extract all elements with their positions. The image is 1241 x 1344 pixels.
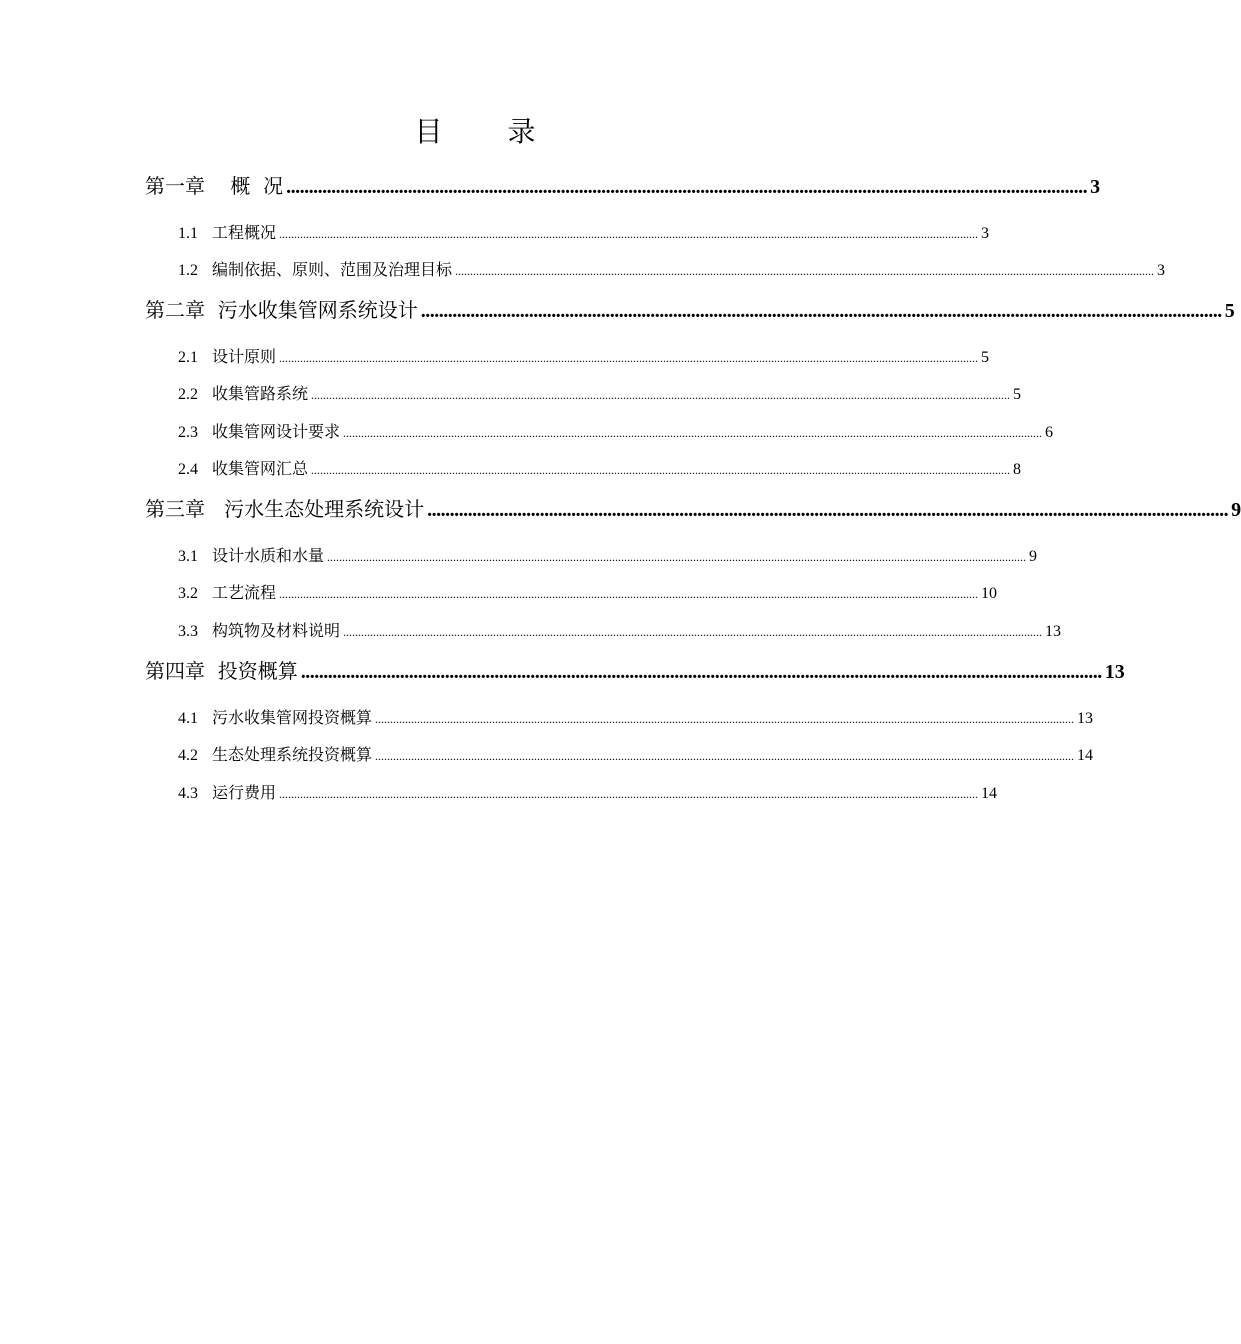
toc-entry-chapter[interactable]	[145, 656, 1125, 686]
toc-entry-text: 第二章 污水收集管网系统设计	[145, 298, 418, 322]
toc-section-title: 收集管路系统	[212, 384, 309, 403]
toc-entry-text: 第三章 污水生态处理系统设计	[145, 497, 425, 521]
toc-page-number: 5	[1013, 386, 1022, 403]
toc-leader: .........................................................................................................................................................................................................................................	[279, 227, 979, 241]
toc-page-number: 3	[1157, 262, 1166, 279]
toc-entry-section[interactable]	[178, 781, 998, 805]
toc-entry-section[interactable]	[178, 743, 1094, 767]
toc-entry-text	[178, 743, 372, 768]
toc-entry-section[interactable]	[178, 420, 1054, 444]
toc-entry-text	[178, 345, 276, 370]
toc-entry-text	[178, 581, 276, 606]
toc-leader: .........................................................................................................................................................................................................................................	[279, 787, 979, 801]
toc-section-number: 3.3	[178, 623, 198, 640]
toc-entry-section[interactable]	[178, 544, 1038, 568]
toc-section-title: 收集管网设计要求	[212, 422, 341, 441]
toc-leader: .........................................................................................................................................................................................................................................	[327, 550, 1027, 564]
toc-section-number: 1.2	[178, 262, 198, 279]
toc-section-number: 2.2	[178, 386, 198, 403]
toc-page-number: 13	[1045, 623, 1062, 640]
toc-leader: .........................................................................................................................................................................................................................................	[311, 388, 1011, 402]
toc-page-number: 3	[1090, 176, 1101, 198]
toc-entry-text	[178, 706, 372, 731]
toc-entry-text: 第四章 投资概算	[145, 659, 298, 683]
toc-entry-section[interactable]	[178, 258, 1166, 282]
toc-section-number: 3.1	[178, 548, 198, 565]
toc-entry-section[interactable]	[178, 619, 1062, 643]
toc-leader: ..................................................................................................................................................................................	[420, 300, 1222, 322]
toc-entry-text	[178, 781, 276, 806]
toc-section-title: 收集管网汇总	[212, 459, 309, 478]
toc-leader: .........................................................................................................................................................................................................................................	[343, 426, 1043, 440]
toc-page-number: 5	[981, 349, 990, 366]
toc-section-title: 设计水质和水量	[212, 546, 325, 565]
toc-entry-text	[178, 619, 340, 644]
toc-page-number: 14	[981, 785, 998, 802]
toc-entry-text	[178, 457, 308, 482]
toc-section-number: 3.2	[178, 585, 198, 602]
toc-entry-text	[178, 258, 452, 283]
toc-entry-chapter[interactable]	[145, 171, 1101, 201]
toc-title: 目 录	[414, 115, 564, 148]
toc-entry-chapter[interactable]	[145, 295, 1235, 325]
toc-entry-text	[178, 544, 324, 569]
toc-entry-section[interactable]	[178, 382, 1022, 406]
toc-entry-section[interactable]	[178, 457, 1022, 481]
toc-leader: .........................................................................................................................................................................................................................................	[343, 625, 1043, 639]
toc-entry-chapter[interactable]	[145, 494, 1241, 524]
toc-entry-text	[178, 420, 340, 445]
toc-section-number: 4.3	[178, 785, 198, 802]
toc-leader: ..................................................................................................................................................................................	[286, 176, 1088, 198]
toc-entry-section[interactable]	[178, 221, 990, 245]
toc-entry-text	[178, 221, 276, 246]
toc-section-number: 4.1	[178, 710, 198, 727]
toc-section-title: 工程概况	[212, 223, 277, 242]
toc-section-title: 构筑物及材料说明	[212, 621, 341, 640]
toc-section-title: 工艺流程	[212, 583, 277, 602]
toc-section-title: 设计原则	[212, 347, 277, 366]
toc-section-title: 运行费用	[212, 783, 277, 802]
toc-section-title: 污水收集管网投资概算	[212, 708, 373, 727]
toc-page-number: 6	[1045, 424, 1054, 441]
toc-leader: .........................................................................................................................................................................................................................................	[375, 749, 1075, 763]
toc-page-number: 3	[981, 225, 990, 242]
toc-section-number: 2.4	[178, 461, 198, 478]
toc-page-number: 8	[1013, 461, 1022, 478]
toc-leader: .........................................................................................................................................................................................................................................	[455, 264, 1155, 278]
toc-entry-section[interactable]	[178, 706, 1094, 730]
toc-leader: ..................................................................................................................................................................................	[427, 499, 1229, 521]
toc-page-number: 13	[1077, 710, 1094, 727]
toc-section-title: 生态处理系统投资概算	[212, 745, 373, 764]
toc-entry-text: 第一章 概 况	[145, 174, 284, 198]
toc-section-title: 编制依据、原则、范围及治理目标	[212, 260, 453, 279]
toc-page-number: 10	[981, 585, 998, 602]
toc-section-number: 2.1	[178, 349, 198, 366]
toc-page-number: 9	[1029, 548, 1038, 565]
toc-entry-text	[178, 382, 308, 407]
toc-section-number: 2.3	[178, 424, 198, 441]
toc-section-number: 4.2	[178, 747, 198, 764]
toc-leader: ..................................................................................................................................................................................	[300, 661, 1102, 683]
toc-entry-section[interactable]	[178, 345, 990, 369]
toc-leader: .........................................................................................................................................................................................................................................	[279, 351, 979, 365]
toc-page-number: 9	[1231, 499, 1241, 521]
toc-page-number: 13	[1104, 661, 1125, 683]
toc-page-number: 5	[1224, 300, 1235, 322]
toc-entry-section[interactable]	[178, 581, 998, 605]
toc-leader: .........................................................................................................................................................................................................................................	[279, 587, 979, 601]
toc-leader: .........................................................................................................................................................................................................................................	[311, 463, 1011, 477]
toc-section-number: 1.1	[178, 225, 198, 242]
toc-leader: .........................................................................................................................................................................................................................................	[375, 712, 1075, 726]
toc-page-number: 14	[1077, 747, 1094, 764]
